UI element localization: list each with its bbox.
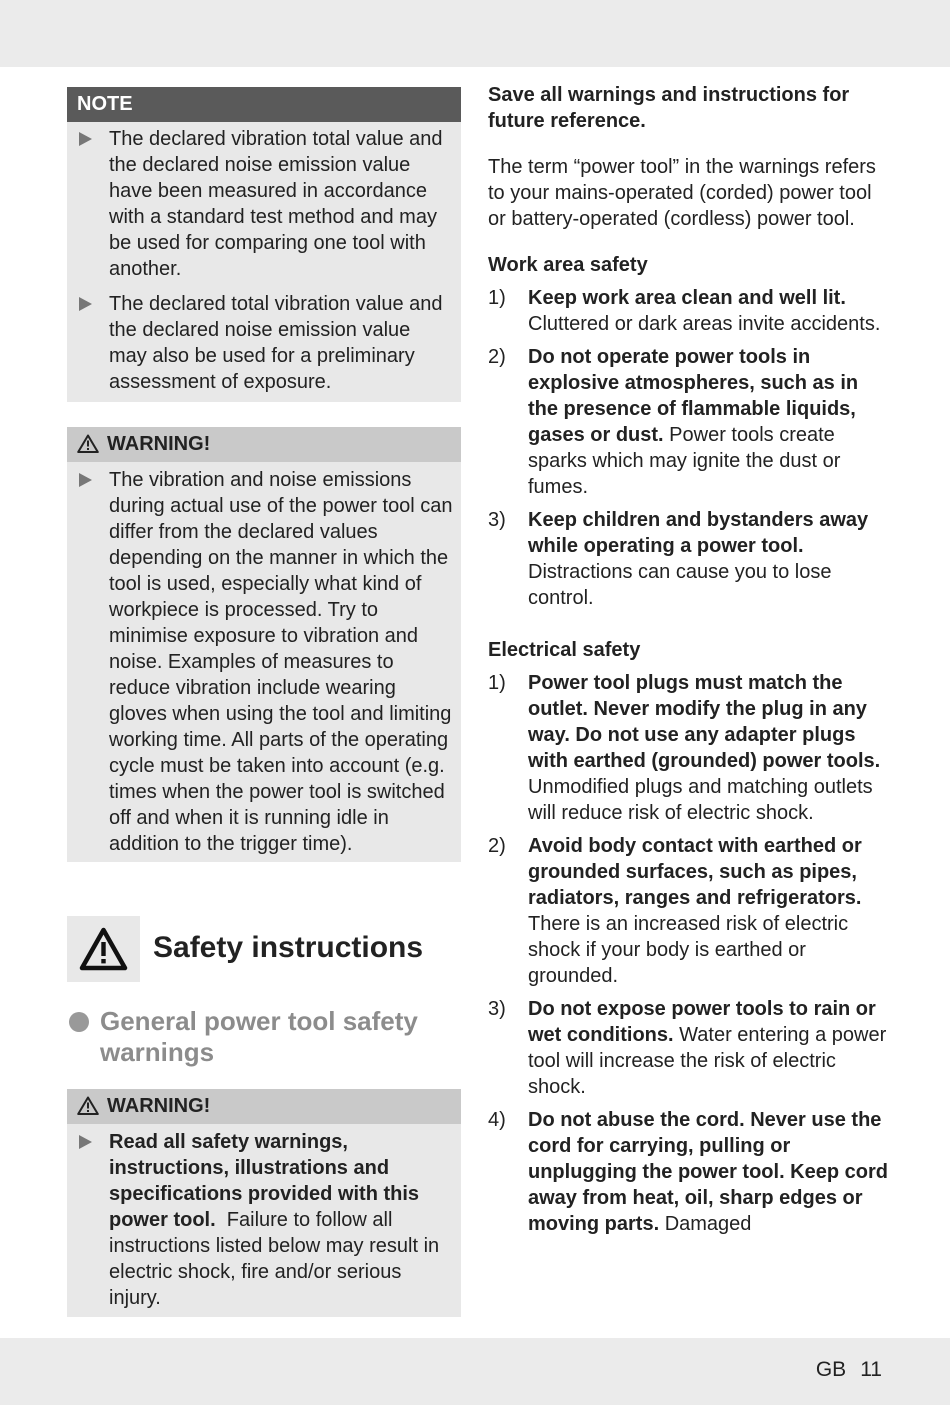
- work-area-item: 3) Keep children and bystanders away while operating a power tool. Distractions can cause you to lose control.: [488, 509, 869, 609]
- note-box: [67, 87, 461, 402]
- save-note: Save all warnings and instructions for future reference.: [488, 84, 850, 132]
- warning-bullet: Read all safety warnings, instructions, illustrations and specifications provided with this power tool. Failure to follow all instructions listed below may result in electric shock, fire and/or serious injury.: [77, 1129, 453, 1311]
- warning-box-vibration: [67, 427, 461, 862]
- triangle-right-icon: [79, 297, 92, 311]
- right-column: [488, 82, 888, 1237]
- electrical-item: 3) Do not expose power tools to rain or wet conditions. Water entering a power tool will increase the risk of electric shock.: [488, 998, 887, 1098]
- warning-header: WARNING!: [67, 427, 461, 462]
- safety-instructions-heading: [67, 916, 461, 982]
- page-top-band: [0, 0, 950, 67]
- page-footer: [816, 1358, 882, 1382]
- page-number: 11: [860, 1358, 882, 1381]
- section-title: Safety instructions: [153, 931, 424, 964]
- term-text: The term “power tool” in the warnings refers to your mains-operated (corded) power tool or battery-operated (cordless) power tool.: [488, 156, 876, 230]
- work-area-item: 2) Do not operate power tools in explosive atmospheres, such as in the presence of flammable liquids, gases or dust. Power tools create sparks which may ignite the dust or fumes.: [488, 346, 859, 498]
- warning-bullet: The vibration and noise emissions during actual use of the power tool can differ from the declared values depending on the manner in which the tool is used, especially what kind of workpiece is processed. Try to minimise exposure to vibration and noise. Examples of measures to reduce vibration include wearing gloves when using the tool and limiting working time. All parts of the operating cycle must be taken into account (e.g. times when the power tool is switched off and when it is running idle in addition to the trigger time).: [77, 467, 453, 857]
- work-area-item: 1) Keep work area clean and well lit. Cluttered or dark areas invite accidents.: [488, 287, 881, 335]
- electrical-title: Electrical safety: [488, 639, 641, 661]
- page-bottom-band: [0, 1338, 950, 1405]
- warning-triangle-icon: [77, 430, 99, 465]
- warning-header: WARNING!: [67, 1089, 461, 1124]
- note-bullet: The declared total vibration value and the declared noise emission value may also be used for a preliminary assessment of exposure.: [77, 291, 453, 395]
- electrical-item: 1) Power tool plugs must match the outlet. Never modify the plug in any way. Do not use any adapter plugs with earthed (grounded) power tools. Unmodified plugs and matching outlets will reduce risk of electric shock.: [488, 672, 881, 824]
- triangle-right-icon: [79, 473, 92, 487]
- filled-circle-icon: [69, 1012, 89, 1032]
- triangle-right-icon: [79, 1135, 92, 1149]
- electrical-item: 4) Do not abuse the cord. Never use the cord for carrying, pulling or unplugging the power tool. Keep cord away from heat, oil, sharp edges or moving parts. Damaged: [488, 1109, 888, 1235]
- footer-language: GB: [815, 1358, 847, 1381]
- subsection-title: General power tool safety warnings: [100, 1006, 418, 1067]
- note-header: NOTE: [67, 87, 461, 122]
- warning-box-read-all: [67, 1089, 461, 1317]
- electrical-item: 2) Avoid body contact with earthed or grounded surfaces, such as pipes, radiators, ranges and refrigerators. There is an increased risk of electric shock if your body is earthed or grounded.: [488, 835, 862, 987]
- triangle-right-icon: [79, 132, 92, 146]
- safety-icon-box: [67, 916, 140, 982]
- warning-triangle-icon: [67, 916, 140, 982]
- warning-triangle-icon: [77, 1092, 99, 1127]
- note-bullet: The declared vibration total value and the declared noise emission value have been measured in accordance with a standard test method and may be used for comparing one tool with another.: [77, 126, 453, 282]
- work-area-title: Work area safety: [488, 254, 648, 276]
